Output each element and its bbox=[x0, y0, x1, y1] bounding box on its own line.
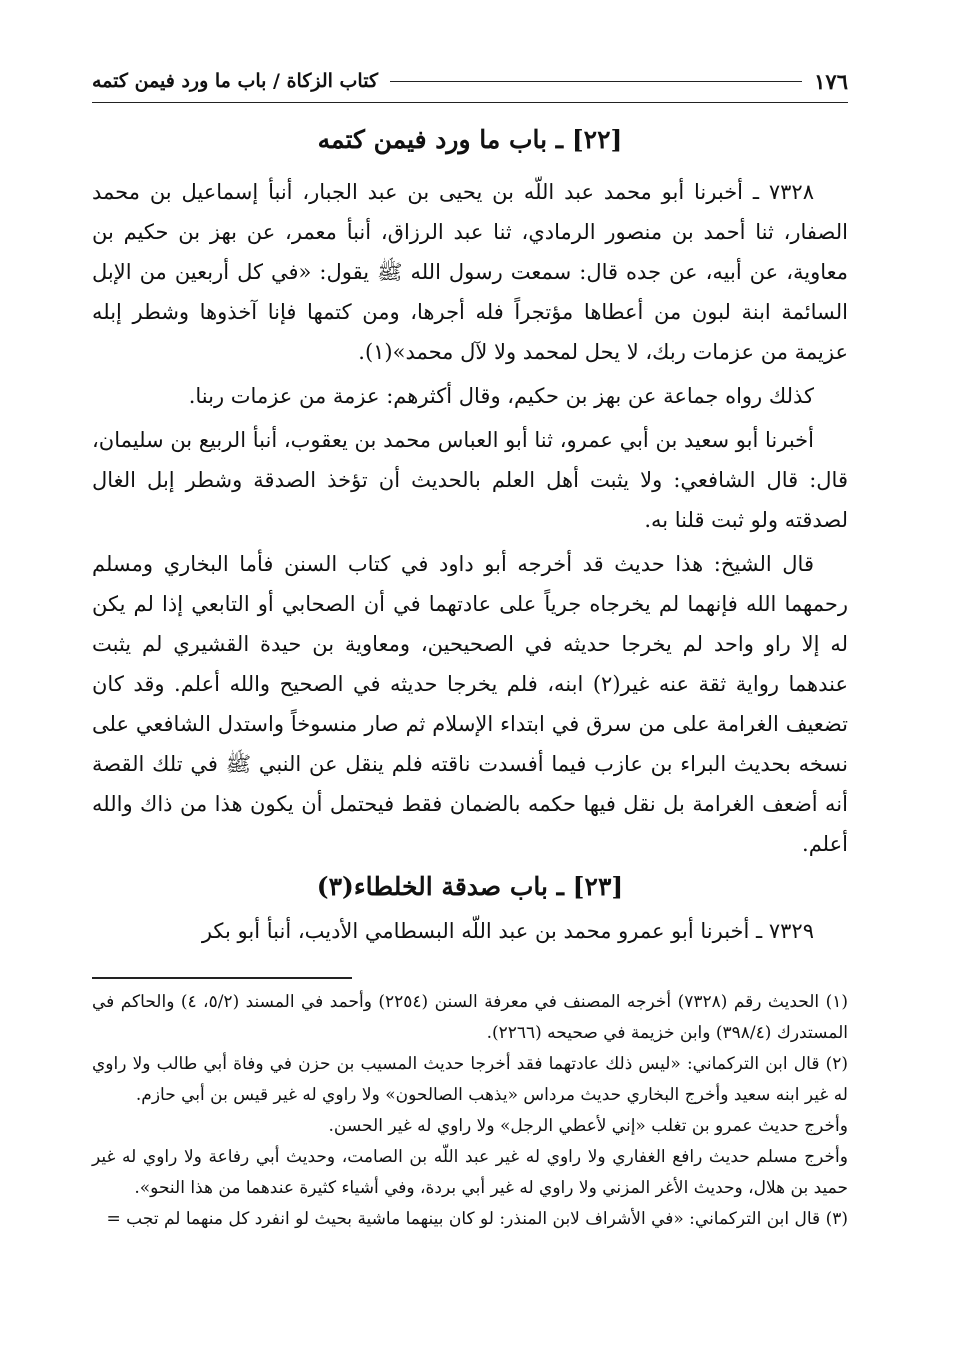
header-rule bbox=[390, 81, 802, 82]
book-page bbox=[92, 60, 848, 1235]
chapter-heading-22: [٢٢] ـ باب ما ورد فيمن كتمه bbox=[317, 125, 623, 154]
page-number: ١٧٦ bbox=[814, 68, 848, 94]
hadith-7328: ٧٣٢٨ ـ أخبرنا أبو محمد عبد اللّه بن يحيى بن عبد الجبار، أنبأ إسماعيل بن محمد الصفار، ثنا أحمد بن منصور الرمادي، ثنا عبد الرزاق، أنبأ معمر، عن بهز بن حكيم بن معاوية، عن أبيه، عن جده قال: سمعت رسول الله ﷺ يقول: «في كل أربعين من الإبل السائمة ابنة لبون من أعطاها مؤتجراً فله أجرها، ومن كتمها فإنا آخذوها وشطر إبله عزيمة من عزمات ربك، لا يحل لمحمد ولا لآل محمد»(١). bbox=[92, 180, 848, 364]
footnote-1: (١) الحديث رقم (٧٣٢٨) أخرجه المصنف في معرفة السنن (٢٢٥٤) وأحمد في المسند (٥/٢، ٤) والحاكم في المستدرك (٣٩٨/٤) وابن خزيمة في صحيحه (٢٢٦٦). bbox=[92, 992, 848, 1043]
shafii-narration: أخبرنا أبو سعيد بن أبي عمرو، ثنا أبو العباس محمد بن يعقوب، أنبأ الربيع بن سليمان، قال: قال الشافعي: ولا يثبت أهل العلم بالحديث أن تؤخذ الصدقة وشطر إبل الغال لصدقته ولو ثبت قلنا به. bbox=[92, 428, 848, 532]
footnotes bbox=[92, 987, 848, 1235]
narration-note: كذلك رواه جماعة عن بهز بن حكيم، وقال أكثرهم: عزمة من عزمات ربنا. bbox=[188, 384, 814, 408]
footnote-2: (٢) قال ابن التركماني: «ليس ذلك عادتهما فقد أخرجا حديث المسيب بن حزن في وفاة أبي طالب ولا راوي له غير ابنه سعيد وأخرج البخاري حديث مرداس «يذهب الصالحون» ولا راوي له غير قيس بن أبي حازم. bbox=[92, 1054, 848, 1105]
footnote-3: (٣) قال ابن التركماني: «في الأشراف لابن المنذر: لو كان بينهما ماشية بحيث لو انفرد كل منهما لم تجب = bbox=[106, 1209, 848, 1229]
chapter-heading-23: [٢٣] ـ باب صدقة الخلطاء(٣) bbox=[316, 872, 624, 901]
hadith-7329: ٧٣٢٩ ـ أخبرنا أبو عمرو محمد بن عبد اللّه البسطامي الأديب، أنبأ أبو بكر bbox=[201, 919, 814, 943]
footnote-2-continued: وأخرج حديث عمرو بن تغلب «إني لأعطي الرجل» ولا راوي له غير الحسن. bbox=[328, 1116, 848, 1136]
sheikh-commentary: قال الشيخ: هذا حديث قد أخرجه أبو داود في كتاب السنن فأما البخاري ومسلم رحمهما الله فإنهما لم يخرجاه جرياً على عادتهما في أن الصحابي أو التابعي إذا لم يكن له إلا راو واحد لم يخرجا حديثه في الصحيحين، ومعاوية بن حيدة القشيري لم يثبت عندهما رواية ثقة عنه غير(٢) ابنه، فلم يخرجا حديثه في الصحيح والله أعلم. وقد كان تضعيف الغرامة على من سرق في ابتداء الإسلام ثم صار منسوخاً واستدل الشافعي على نسخه بحديث البراء بن عازب فيما أفسدت ناقته فلم ينقل عن النبي ﷺ في تلك القصة أنه أضعف الغرامة بل نقل فيها حكمه بالضمان فقط فيحتمل أن يكون هذا من ذاك والله أعلم. bbox=[92, 552, 848, 856]
footnote-rule bbox=[92, 977, 352, 979]
footnote-2-continued: وأخرج مسلم حديث رافع الغفاري ولا راوي له غير عبد اللّه بن الصامت، وحديث أبي رفاعة ولا راوي له غير حميد بن هلال، وحديث الأغر المزني ولا راوي له غير أبي بردة، وفي أشياء كثيرة عندهما من هذا النحو». bbox=[92, 1147, 848, 1198]
running-title: كتاب الزكاة / باب ما ورد فيمن كتمه bbox=[92, 70, 378, 92]
running-header bbox=[92, 60, 848, 103]
